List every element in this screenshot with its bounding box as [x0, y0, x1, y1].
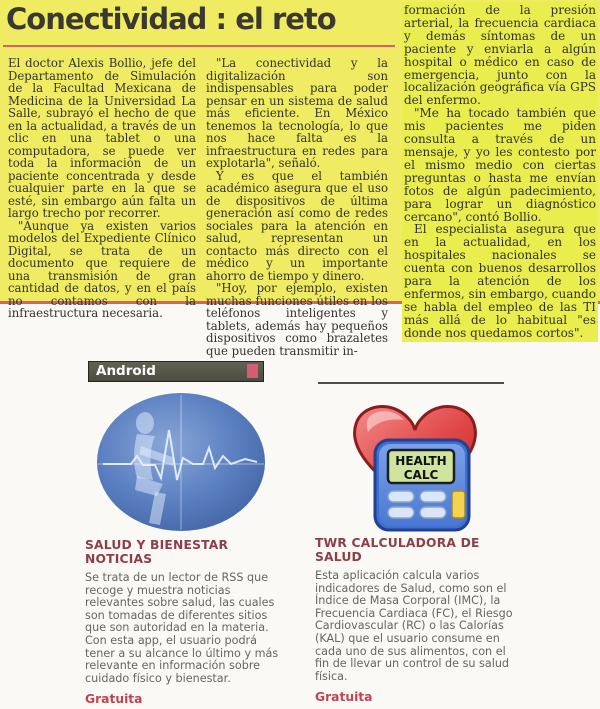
- headline-underline: [3, 45, 395, 47]
- android-label: Android: [96, 363, 156, 379]
- app-card-calculadora-salud: [315, 536, 518, 704]
- app-price: Gratuita: [315, 690, 373, 705]
- heart-calculator-icon: [340, 388, 492, 536]
- ecg-person-icon: [95, 392, 267, 534]
- article-paragraph: "Aunque ya existen varios modelos del Expediente Clínico Digital, se trata de un documento que requiere de una transmisión de gran cantidad de datos, y en el país no contamos con la infraestructura necesaria.: [8, 218, 196, 320]
- article-paragraph: "Me ha tocado también que mis pacientes me piden consulta a través de un mensaje, y yo les contesto por el mismo medio con ciertas preguntas o hasta me envían fotos de algún padecimiento, para lograr un diagnóstico cercano", contó Bollio.: [404, 106, 596, 224]
- app-title: SALUD Y BIENESTAR NOTICIAS: [85, 538, 229, 566]
- calculator-screen-line2: CALC: [403, 468, 439, 482]
- article-column-3-highlighted: [402, 2, 598, 342]
- app-title: TWR CALCULADORA DE SALUD: [315, 536, 480, 564]
- calculator-screen-line1: HEALTH: [395, 454, 447, 468]
- app-description: Esta aplicación calcula varios indicadores de Salud, como son el Índice de Masa Corporal (IMC), la Frecuencia Cardiaca (FC), el Riesgo Cardiovascular (RC) o las Calorías (KAL) que el usuario consume en cada uno de sus alimentos, con el fin de llevar un control de su salud física.: [315, 569, 513, 683]
- pink-marker: [247, 364, 258, 378]
- app-price: Gratuita: [85, 692, 143, 707]
- calculator: [375, 440, 469, 530]
- separator-line: [318, 382, 504, 384]
- article-column-2: [206, 57, 388, 357]
- article-paragraph: Y es que el también académico asegura que el uso de dispositivos de última generación así como de redes sociales para la atención en salud, representan un contacto más directo con el médico y un importante ahorro de tiempo y dinero.: [206, 168, 388, 283]
- app-description: Se trata de un lector de RSS que recoge y muestra noticias relevantes sobre salud, las cuales son tomadas de diferentes sitios que son autoridad en la materia. Con esta app, el usuario podrá tener a su alcance lo último y más relevante en información sobre cuidado físico y bienestar.: [85, 571, 279, 685]
- article-paragraph: El especialista asegura que en la actualidad, en los hospitales nacionales se cuenta con buenos desarrollos para la atención de los enfermos, sin embargo, cuando se habla del empleo de las TI más allá de lo habitual "es donde nos quedamos cortos".: [404, 222, 596, 340]
- app-card-salud-noticias: [85, 538, 288, 706]
- android-section-header: [88, 361, 264, 382]
- article-headline: Conectividad : el reto: [6, 2, 336, 36]
- article-column-1: [8, 57, 196, 320]
- calculator-yellow-button: [452, 491, 465, 518]
- article-paragraph: formación de la presión arterial, la frecuencia cardiaca y demás síntomas de un paciente y enviarla a algún hospital o médico en caso de emergencia, junto con la localización geográfica vía GPS del enfermo.: [404, 3, 596, 108]
- article-paragraph: "La conectividad y la digitalización son indispensables para poder pensar en un sistema de salud más eficiente. En México tenemos la tecnología, lo que nos hace falta es la infraestructura en redes para explotarla", señaló.: [206, 56, 388, 170]
- article-paragraph: "Hoy, por ejemplo, existen muchas funciones útiles en los teléfonos inteligentes y tablets, además hay pequeños dispositivos como brazaletes que pueden transmitir in-: [206, 281, 388, 358]
- article-paragraph: El doctor Alexis Bollio, jefe del Departamento de Simulación de la Facultad Mexicana de Medicina de la Universidad La Salle, subrayó el hecho de que en la actualidad, a través de un clic en una tablet o una computadora, se puede ver toda la información de un paciente concentrada y desde cualquier parte en la que se esté, sin embargo aún falta un largo trecho por recorrer.: [8, 56, 196, 220]
